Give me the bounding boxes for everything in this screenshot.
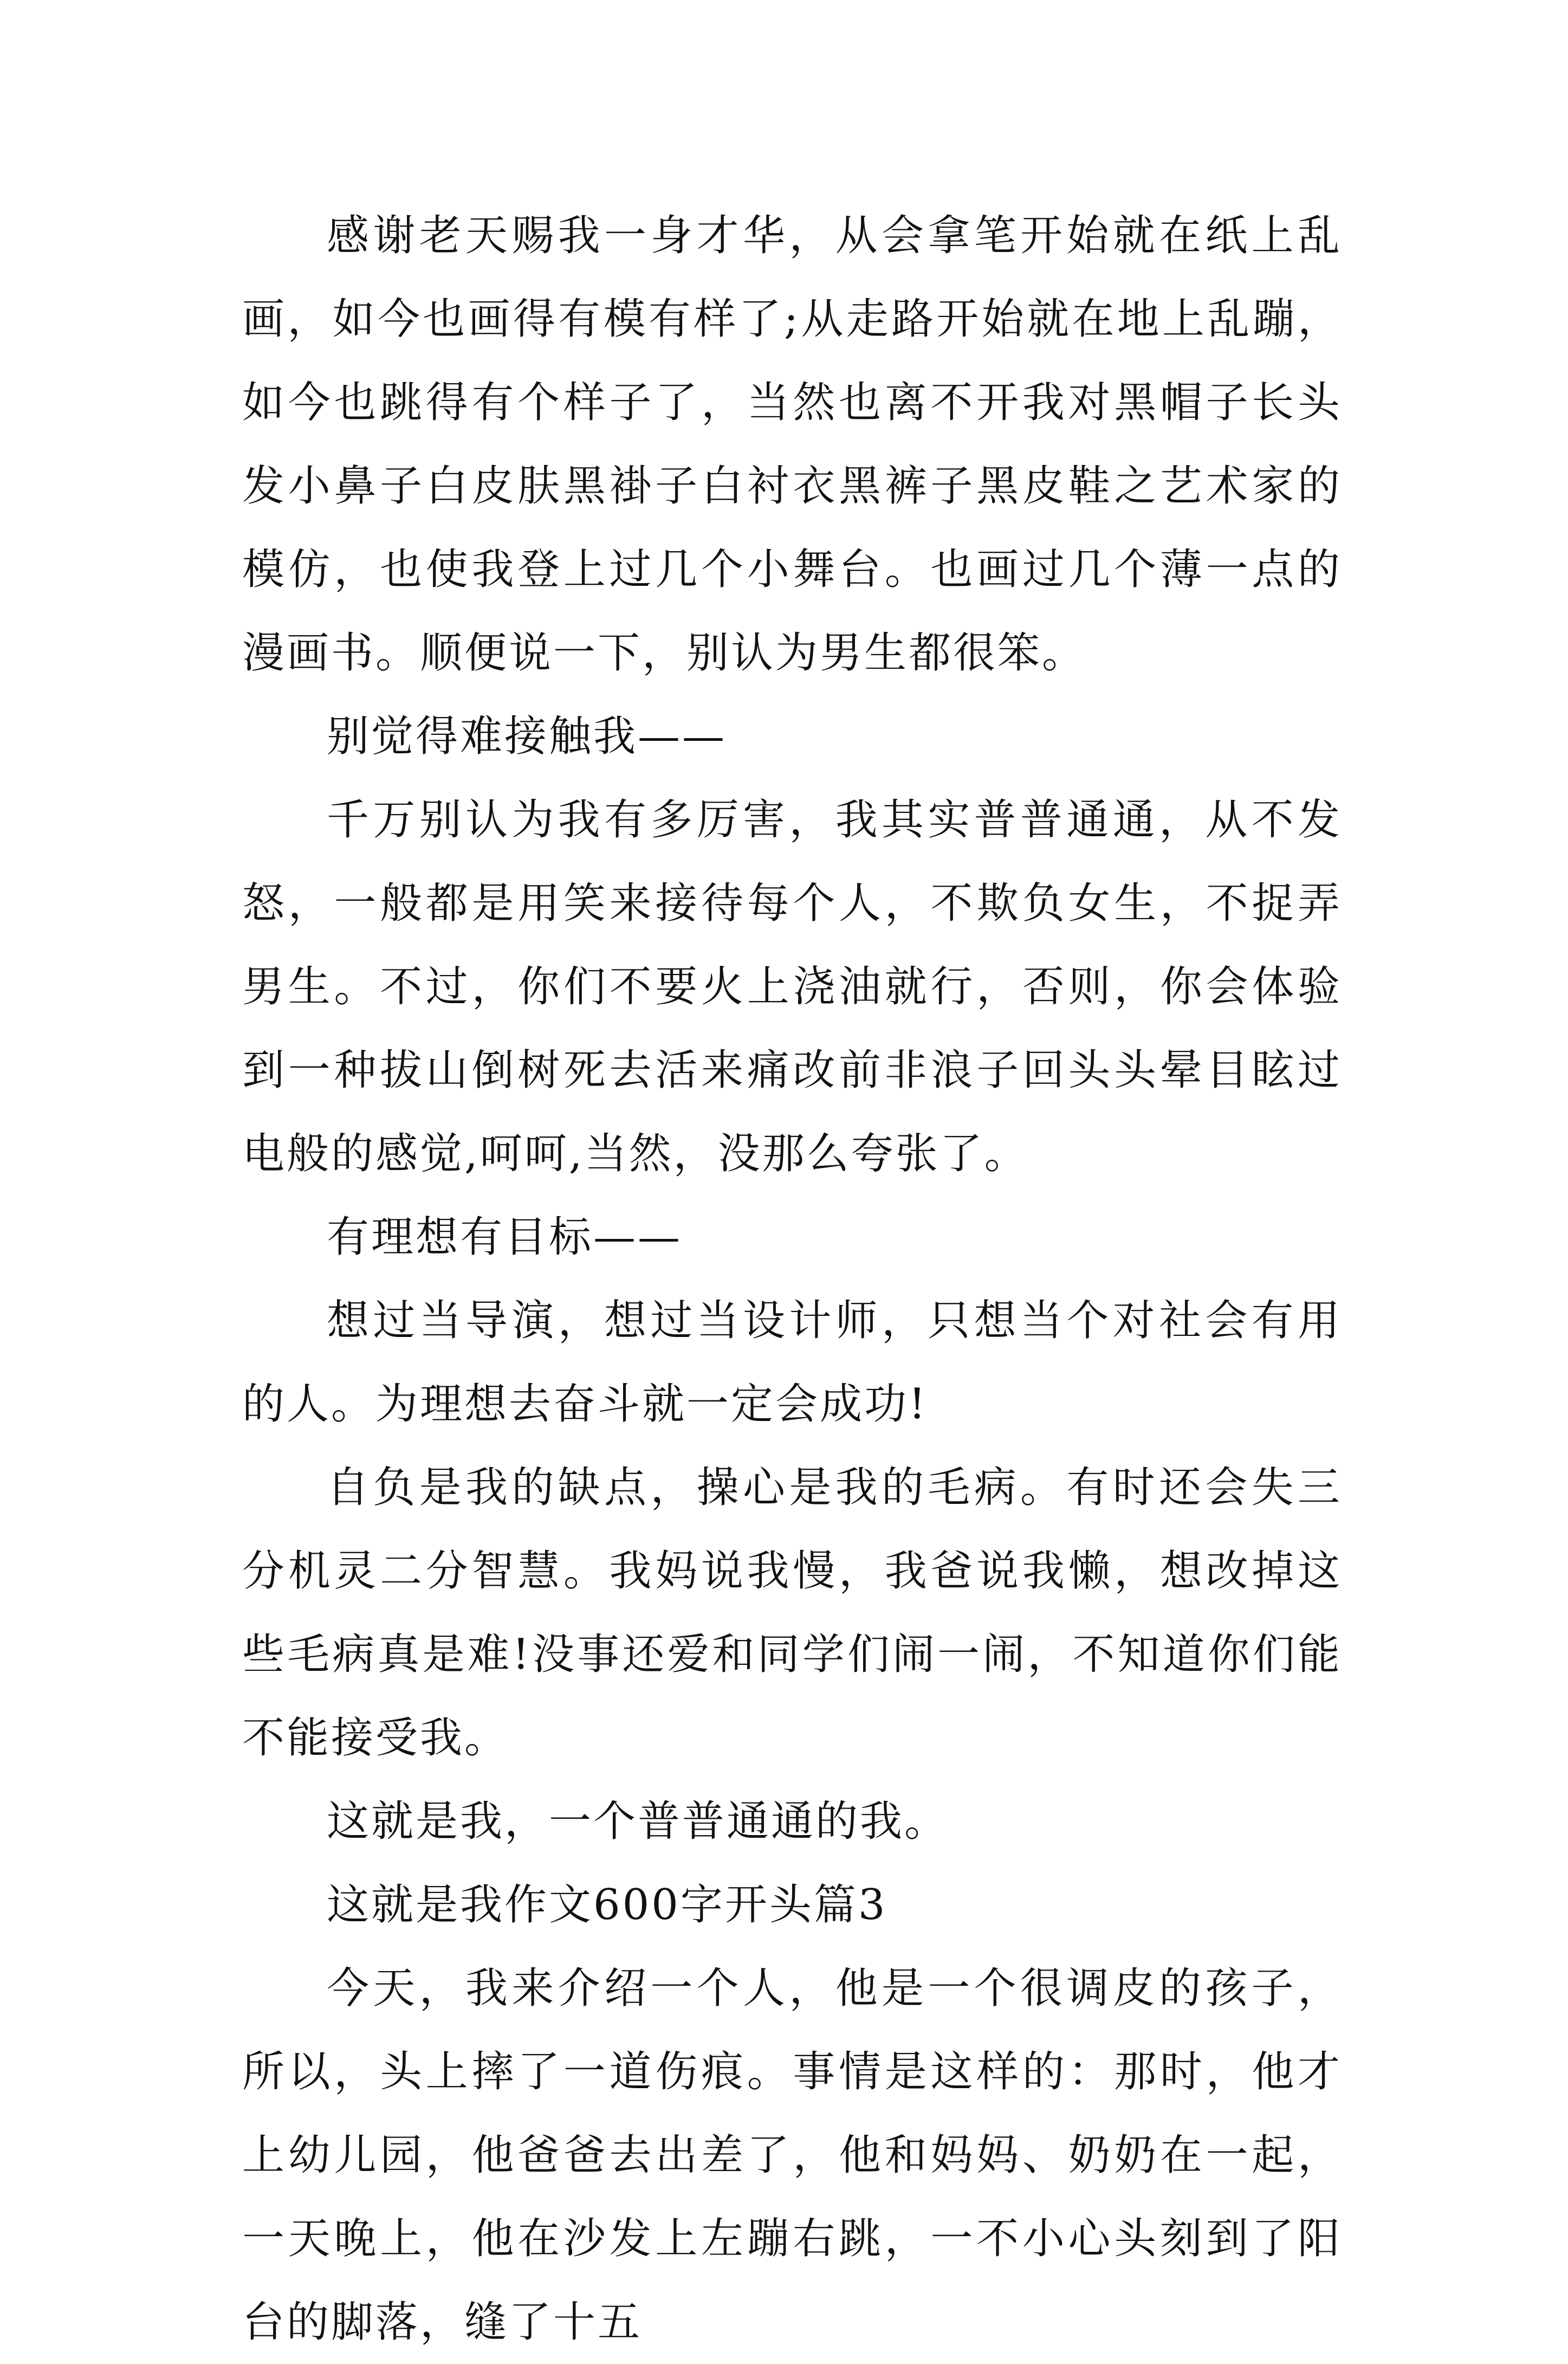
document-body — [242, 194, 1342, 2364]
paragraph-6: 自负是我的缺点，操心是我的毛病。有时还会失三分机灵二分智慧。我妈说我慢，我爸说我懒，想改掉这些毛病真是难!没事还爱和同学们闹一闹，不知道你们能不能接受我。 — [242, 1463, 1342, 1762]
paragraph-2: 别觉得难接触我—— — [327, 712, 727, 761]
section-heading: 这就是我作文600字开头篇3 — [327, 1881, 887, 1929]
paragraph-3: 千万别认为我有多厉害，我其实普普通通，从不发怒，一般都是用笑来接待每个人，不欺负女生，不捉弄男生。不过，你们不要火上浇油就行，否则，你会体验到一种拔山倒树死去活来痛改前非浪子回头头晕目眩过电般的感觉,呵呵,当然，没那么夸张了。 — [242, 796, 1342, 1178]
paragraph-5: 想过当导演，想过当设计师，只想当个对社会有用的人。为理想去奋斗就一定会成功! — [242, 1296, 1342, 1429]
paragraph-7: 这就是我，一个普普通通的我。 — [327, 1797, 949, 1846]
paragraph-4: 有理想有目标—— — [327, 1213, 683, 1262]
paragraph-1: 感谢老天赐我一身才华，从会拿笔开始就在纸上乱画，如今也画得有模有样了;从走路开始就在地上乱蹦，如今也跳得有个样子了，当然也离不开我对黑帽子长头发小鼻子白皮肤黑褂子白衬衣黑裤子黑皮鞋之艺术家的模仿，也使我登上过几个小舞台。也画过几个薄一点的漫画书。顺便说一下，别认为男生都很笨。 — [242, 211, 1342, 677]
paragraph-9: 今天，我来介绍一个人，他是一个很调皮的孩子，所以，头上摔了一道伤痕。事情是这样的：那时，他才上幼儿园，他爸爸去出差了，他和妈妈、奶奶在一起，一天晚上，他在沙发上左蹦右跳，一不小心头刻到了阳台的脚落，缝了十五 — [242, 1964, 1342, 2347]
